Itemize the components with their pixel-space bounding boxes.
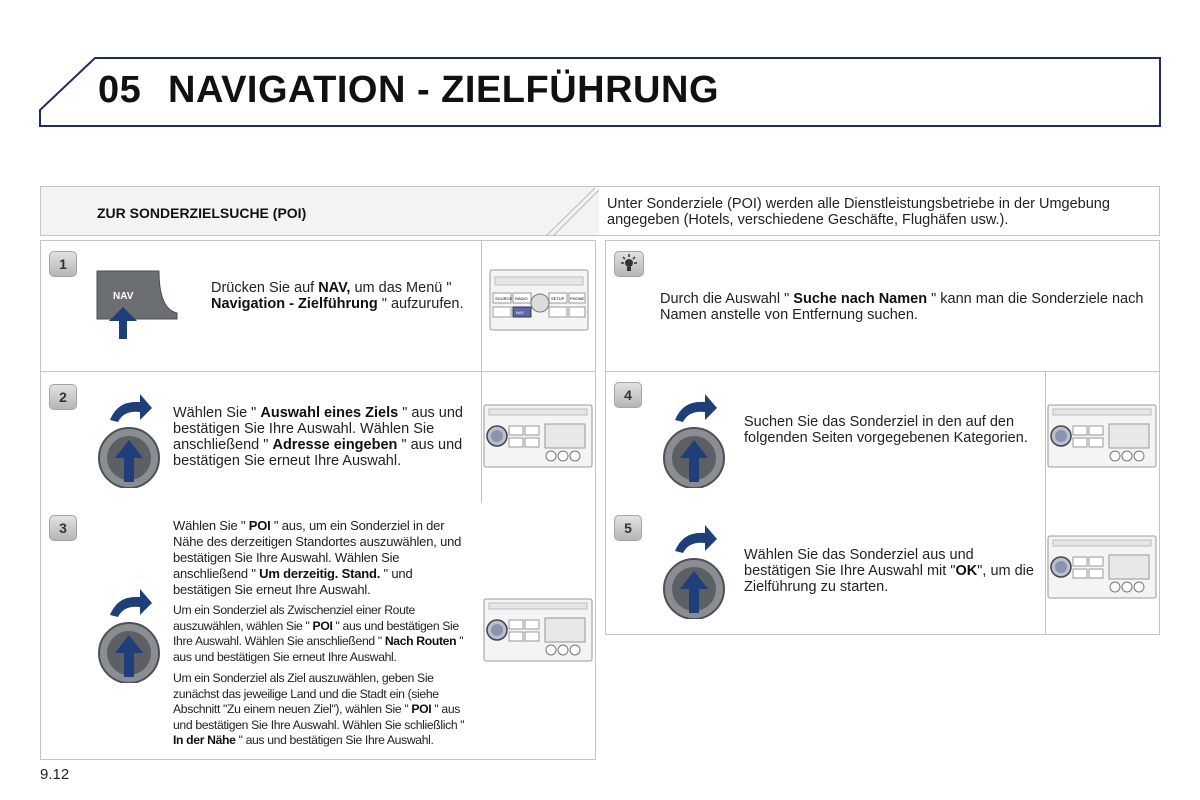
step-3-paragraph-1: Wählen Sie " POI " aus, um ein Sonderziel in der Nähe des derzeitigen Standortes auszuwählen, und bestätigen Sie Ihre Auswahl. Wählen Sie anschließend " Um derzeitig. Stand. " und bestätigen Sie erneut Ihre Auswahl.	[173, 518, 462, 597]
step-1-box	[40, 240, 596, 372]
step-number-badge: 5	[614, 515, 642, 541]
tip-box	[605, 240, 1160, 372]
step-4-text: Suchen Sie das Sonderziel in den auf den folgenden Seiten vorgegebenen Kategorien.	[744, 414, 1028, 446]
step-3-paragraph-2: Um ein Sonderziel als Zwischenziel einer Route auszuwählen, wählen Sie " POI " aus und bestätigen Sie Ihre Auswahl. Wählen Sie anschließend " Nach Routen " aus und bestätigen Sie erneut Ihre Auswahl.	[173, 603, 464, 664]
nav-key-label: NAV	[113, 291, 134, 302]
step-number-badge: 1	[49, 251, 77, 277]
page-number: 9.12	[40, 766, 70, 783]
tip-badge	[614, 251, 644, 277]
radio-panel-illustration	[1047, 535, 1157, 599]
step-1-text: Drücken Sie auf NAV, um das Menü " Navigation - Zielführung " aufzurufen.	[211, 280, 464, 312]
rotary-knob-icon	[661, 388, 731, 488]
page-title: NAVIGATION - ZIELFÜHRUNG	[168, 69, 719, 111]
step-5-box	[605, 503, 1160, 635]
step-2-box	[40, 372, 596, 504]
nav-button-illustration	[91, 269, 191, 343]
poi-intro-text: Unter Sonderziele (POI) werden alle Dienstleistungsbetriebe in der Umgebung angegeben (Hotels, verschiedene Geschäfte, Flughäfen usw.).	[607, 196, 1110, 228]
radio-panel-illustration	[1047, 404, 1157, 468]
radio-panel-illustration	[489, 269, 589, 331]
lightbulb-icon	[615, 252, 643, 276]
rotary-knob-icon	[96, 583, 166, 683]
radio-panel-illustration	[483, 598, 593, 662]
step-3-box	[40, 503, 596, 760]
step-3-text	[173, 518, 471, 749]
step-4-box	[605, 372, 1160, 504]
svg-text:SOURCE: SOURCE	[495, 296, 513, 301]
poi-intro-box	[599, 186, 1160, 236]
poi-section-title: ZUR SONDERZIELSUCHE (POI)	[97, 205, 307, 221]
step-number-badge: 3	[49, 515, 77, 541]
poi-header-box	[40, 186, 600, 236]
step-3-paragraph-3: Um ein Sonderziel als Ziel auszuwählen, geben Sie zunächst das jeweilige Land und die Stadt ein (siehe Abschnitt "Zu einem neuen Ziel"), wählen Sie " POI " aus und bestätigen Sie Ihre Auswahl. Wählen Sie schließlich " In der Nähe " aus und bestätigen Sie Ihre Auswahl.	[173, 671, 465, 747]
rotary-knob-icon	[96, 388, 166, 488]
svg-text:NAV: NAV	[516, 310, 524, 315]
step-number-badge: 2	[49, 384, 77, 410]
svg-text:PHONE: PHONE	[570, 296, 585, 301]
tip-text: Durch die Auswahl " Suche nach Namen " kann man die Sonderziele nach Namen anstelle von Entfernung suchen.	[660, 291, 1144, 323]
chapter-number: 05	[98, 69, 142, 111]
step-2-text: Wählen Sie " Auswahl eines Ziels " aus und bestätigen Sie Ihre Auswahl. Wählen Sie anschließend " Adresse eingeben " aus und bestätigen Sie erneut Ihre Auswahl.	[173, 405, 463, 469]
step-5-text: Wählen Sie das Sonderziel aus und bestätigen Sie Ihre Auswahl mit "OK", um die Zielführung zu starten.	[744, 547, 1034, 595]
svg-text:RADIO: RADIO	[515, 296, 528, 301]
radio-panel-illustration	[483, 404, 593, 468]
step-number-badge: 4	[614, 382, 642, 408]
svg-text:SETUP: SETUP	[551, 296, 565, 301]
rotary-knob-icon	[661, 519, 731, 619]
